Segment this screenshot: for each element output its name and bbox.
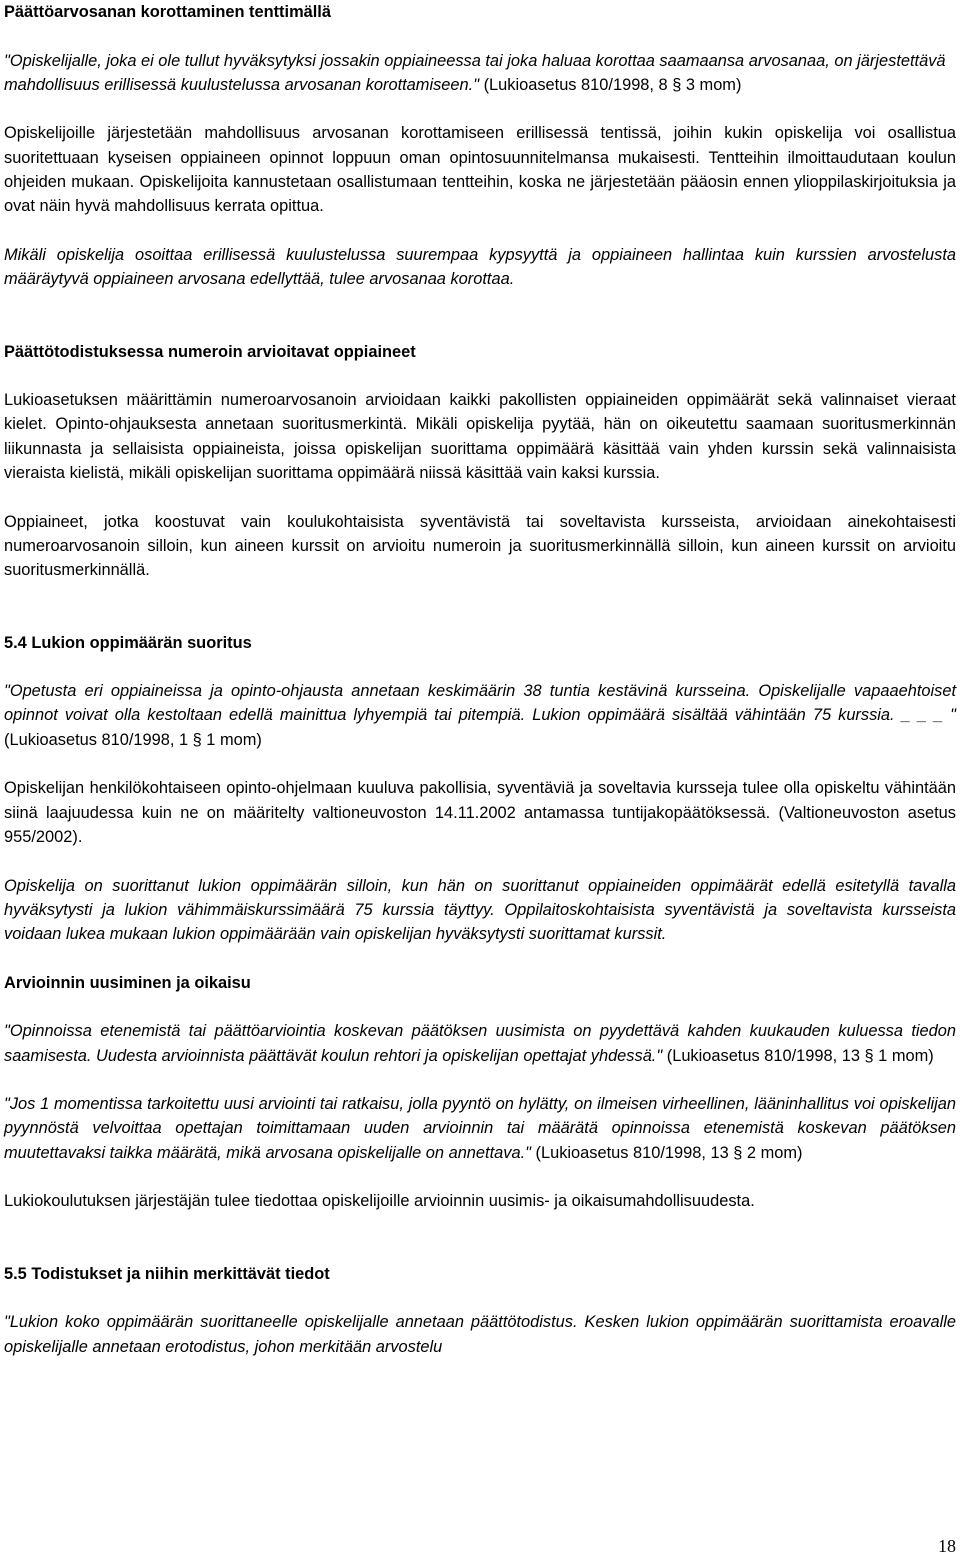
heading-5-5: 5.5 Todistukset ja niihin merkittävät tiedot [4,1264,330,1283]
quote-text: "Opiskelijalle, joka ei ole tullut hyväksytyksi jossakin oppiaineessa tai joka haluaa korottaa saamaansa arvosanaa, on järjestettävä mahdollisuus erillisessä kuulustelussa arvosanan korottamiseen." [4,51,946,94]
heading-5-4: 5.4 Lukion oppimäärän suoritus [4,633,252,652]
paragraph: Opiskelijoille järjestetään mahdollisuus arvosanan korottamiseen erillisessä tentissä, joihin kukin opiskelija voi osallistua suoritettuaan kyseisen oppiaineen opinnot loppuun oman opintosuunnitelmansa mukaisesti. Tentteihin ilmoittaudutaan koulun ohjeiden mukaan. Opiskelijoita kannustetaan osallistumaan tentteihin, koska ne järjestetään pääosin ennen ylioppilaskirjoituksia ja ovat näin hyvä mahdollisuus kerrata opittua. [4,124,956,216]
paragraph: Opiskelijan henkilökohtaiseen opinto-ohjelmaan kuuluva pakollisia, syventäviä ja soveltavia kursseja tulee olla opiskeltu vähintään siinä laajuudessa kuin ne on määritelty valtioneuvoston 14.11.2002 antamassa tuntijakopäätöksessä. (Valtioneuvoston asetus 955/2002). [4,779,956,846]
heading-numeric-subjects: Päättötodistuksessa numeroin arvioitavat oppiaineet [4,342,416,361]
document-body [4,0,956,1359]
paragraph: Lukiokoulutuksen järjestäjän tulee tiedottaa opiskelijoille arvioinnin uusimis- ja oikaisumahdollisuudesta. [4,1192,755,1211]
paragraph-italic: Mikäli opiskelija osoittaa erillisessä kuulustelussa suurempaa kypsyyttä ja oppiaineen hallintaa kuin kurssien arvostelusta määräytyvä oppiaineen arvosana edellyttää, tulee arvosanaa korottaa. [4,245,956,289]
quote-reference: (Lukioasetus 810/1998, 1 § 1 mom) [4,730,262,749]
quote-text: "Opetusta eri oppiaineissa ja opinto-ohjausta annetaan keskimäärin 38 tuntia kestävinä kursseina. Opiskelijalle vapaaehtoiset opinnot voivat olla kestoltaan edellä mainittua lyhyempiä tai pitempiä. Lukion oppimäärä sisältää vähintään 75 kurssia. _ _ _ " [4,682,956,725]
heading-reassessment: Arvioinnin uusiminen ja oikaisu [4,973,251,992]
page-number: 18 [938,1536,956,1556]
paragraph-italic: Opiskelija on suorittanut lukion oppimäärän silloin, kun hän on suorittanut oppiaineiden oppimäärät edellä esitetyllä tavalla hyväksytysti ja lukion vähimmäiskurssimäärä 75 kurssia täyttyy. Oppilaitoskohtaisista syventävistä ja soveltavista kursseista voidaan lukea mukaan lukion oppimäärään vain opiskelijan hyväksytysti suorittamat kurssit. [4,876,956,944]
quote-reference: (Lukioasetus 810/1998, 8 § 3 mom) [479,75,742,94]
quote-paragraph [4,1092,956,1165]
quote-text: "Opinnoissa etenemistä tai päättöarviointia koskevan päätöksen uusimista on pyydettävä kahden kuukauden kuluessa tiedon saamisesta. Uudesta arvioinnista päättävät koulun rehtori ja opiskelijan opettajat yhdessä." [4,1022,956,1065]
quote-paragraph: "Lukion koko oppimäärän suorittaneelle opiskelijalle annetaan päättötodistus. Kesken lukion oppimäärän suorittamista eroavalle opiskelijalle annetaan erotodistus, johon merkitään arvostelu [4,1313,956,1356]
quote-reference: (Lukioasetus 810/1998, 13 § 2 mom) [530,1143,803,1162]
heading-grade-improvement: Päättöarvosanan korottaminen tenttimällä [4,3,331,21]
paragraph: Oppiaineet, jotka koostuvat vain koulukohtaisista syventävistä tai soveltavista kursseista, arvioidaan ainekohtaisesti numeroarvosanoin silloin, kun aineen kurssit on arvioitu numeroin ja suoritusmerkinnällä silloin, kun aineen kurssit on arvioitu suoritusmerkinnällä. [4,512,956,580]
quote-paragraph [4,49,956,98]
quote-reference: (Lukioasetus 810/1998, 13 § 1 mom) [662,1046,934,1065]
quote-paragraph [4,679,956,752]
quote-text: "Jos 1 momentissa tarkoitettu uusi arviointi tai ratkaisu, jolla pyyntö on hylätty, on ilmeisen virheellinen, lääninhallitus voi opiskelijan pyynnöstä velvoittaa opettajan toimittamaan uuden arvioinnin tai määrätä opinnoissa etenemistä koskevan päätöksen muutettavaksi taikka määrätä, mikä arvosana opiskelijalle on annettava." [4,1095,956,1162]
paragraph: Lukioasetuksen määrittämin numeroarvosanoin arvioidaan kaikki pakollisten oppiaineiden oppimäärät sekä valinnaiset vieraat kielet. Opinto-ohjauksesta annetaan suoritusmerkintä. Mikäli opiskelija pyytää, hän on oikeutettu saamaan suoritusmerkinnän liikunnasta ja sellaisista oppiaineista, joissa opiskelijan suorittama oppimäärä käsittää vain yhden kurssin sekä valinnaisista vieraista kielistä, mikäli opiskelijan suorittama oppimäärä niissä käsittää vain kaksi kurssia. [4,391,956,483]
quote-paragraph [4,1019,956,1068]
